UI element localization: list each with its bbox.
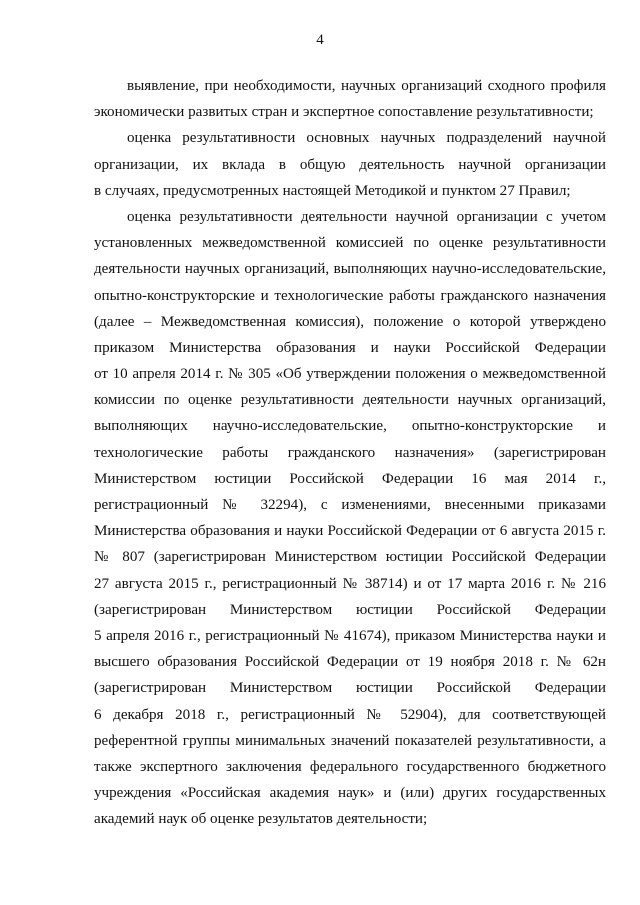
- text-line: установленных межведомственной комиссией по оценке результативности: [94, 235, 606, 252]
- text-line: 27 августа 2015 г., регистрационный № 38714) и от 17 марта 2016 г. № 216: [94, 575, 606, 592]
- text-line: высшего образования Российской Федерации от 19 ноября 2018 г. № 62н: [94, 654, 606, 671]
- text-line: Министерством юстиции Российской Федерации 16 мая 2014 г.,: [94, 470, 606, 487]
- text-line: (зарегистрирован Министерством юстиции Российской Федерации: [94, 601, 606, 618]
- text-line: от 10 апреля 2014 г. № 305 «Об утверждении положения о межведомственной: [94, 366, 606, 383]
- text-line: приказом Министерства образования и науки Российской Федерации: [94, 339, 606, 356]
- text-line: опытно-конструкторские и технологические работы гражданского назначения: [94, 287, 606, 304]
- text-line: деятельности научных организаций, выполняющих научно-исследовательские,: [94, 261, 606, 278]
- text-body: [94, 73, 606, 832]
- text-line: № 807 (зарегистрирован Министерством юстиции Российской Федерации: [94, 549, 606, 566]
- text-line: (далее – Межведомственная комиссия), положение о которой утверждено: [94, 313, 606, 330]
- text-line: 5 апреля 2016 г., регистрационный № 41674), приказом Министерства науки и: [94, 627, 606, 644]
- text-line: выявление, при необходимости, научных организаций сходного профиля: [127, 78, 606, 94]
- text-line: также экспертного заключения федерального государственного бюджетного: [94, 758, 606, 775]
- text-line: выполняющих научно-исследовательские, опытно-конструкторские и: [94, 418, 606, 435]
- text-line: 6 декабря 2018 г., регистрационный № 52904), для соответствующей: [94, 706, 606, 723]
- text-line: оценка результативности деятельности научной организации с учетом: [127, 208, 606, 225]
- text-line: (зарегистрирован Министерством юстиции Российской Федерации: [94, 680, 606, 697]
- text-line: академий наук об оценке результатов деятельности;: [94, 811, 428, 828]
- text-line: экономически развитых стран и экспертное сопоставление результативности;: [94, 104, 594, 121]
- text-line: учреждения «Российская академия наук» и (или) других государственных: [94, 785, 606, 802]
- text-line: оценка результативности основных научных подразделений научной: [127, 130, 606, 147]
- text-line: в случаях, предусмотренных настоящей Методикой и пунктом 27 Правил;: [94, 182, 571, 199]
- text-line: референтной группы минимальных значений показателей результативности, а: [94, 732, 606, 749]
- text-line: организации, их вклада в общую деятельность научной организации: [94, 156, 606, 173]
- text-line: Министерства образования и науки Российской Федерации от 6 августа 2015 г.: [94, 523, 606, 540]
- text-line: технологические работы гражданского назначения» (зарегистрирован: [94, 444, 606, 461]
- page-number: 4: [316, 32, 324, 48]
- text-line: комиссии по оценке результативности деятельности научных организаций,: [94, 392, 606, 409]
- text-line: регистрационный № 32294), с изменениями, внесенными приказами: [94, 497, 606, 513]
